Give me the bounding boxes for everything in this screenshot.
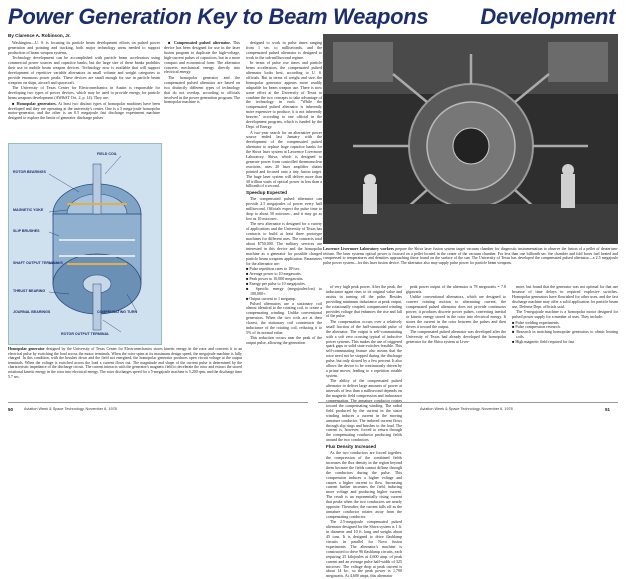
paragraph: The compensated pulsed alternator was developed after the University of Texas had already developed the homopolar generator for the Shiva system at Liver- — [406, 329, 506, 345]
laser-chamber-image — [323, 34, 618, 244]
paragraph: Unlike conventional alternators, which are designed to convert rotating motion to alternating current, the compensated pulsed alternator does not provide continuous power; it produces discrete power pulses, converting inertial or kinetic energy stored in the rotor into electrical energy. It stores the current in the rotor between the pulses and then drives it toward the output. — [406, 294, 506, 329]
paragraph: more, but found that the generator was not optimal for that use because of time delays in required explosive switches. Homopolar generators have flourished for other uses, and the fast discharge machine may offer a solid application for particle beam use, Defense Dept. officials said. — [512, 284, 618, 309]
bullet-title: Compensated pulsed alternator. — [173, 40, 231, 45]
footer-left: Aviation Week & Space Technology, November 6, 1978 — [24, 407, 117, 411]
paragraph: The compensation occurs over a relatively small fraction of the half-sinusoidal pulse of the alternator. The output is self-commutating with a soft zero crossing typical of inductive power systems. This makes the use of triggered spark gaps or solid state switches feasible. This self-commutating feature also means that the rotor need not be stopped during the discharge pulse, but only slowed by a few percent. It also allows the device to be continuously driven by a prime mover, leading to a repetition rotable system. — [326, 318, 402, 378]
page-number-left: 50 — [8, 407, 14, 412]
paragraph: This reduction occurs near the peak of the output pulse, allowing the generation — [246, 335, 322, 346]
paragraph: The homopolar generator and the compensated pulsed alternator are based on two distinctly different types of technology that do not overlap, according to officials involved in the power generation program. The homopolar machine is — [164, 74, 240, 105]
paragraph: The University of Texas Center for Electromechanics in Austin is responsible for developing two types of power devices, which may be used to provide energy for particle beam weapons development (AW&ST Oct. 2, p. 14). They are: — [8, 85, 160, 101]
paragraph: Washington—U. S. is focusing its particle beam development efforts on pulsed power generation and pointing and tracking, both major technology areas needed to support production of beam weapon systems. — [8, 40, 160, 55]
column-1 — [8, 41, 160, 143]
label-shaft-output-terminals: SHAFT OUTPUT TERMINALS — [13, 261, 63, 265]
list-item: ■ Pulse welding experiments. — [512, 319, 560, 325]
generator-illustration — [9, 144, 161, 344]
paragraph: of very high peak power. After the peak, the inductance again rises to its original value and assists in turning off the pulse. Besides providing minimum inductance at peak output, the rotationally coupled, compensated winding provides voltage that enhances the rise and fall of the pulse. — [326, 284, 402, 319]
label-rotor-bearings: ROTOR BEARINGS — [13, 170, 46, 174]
paragraph: As the two conductors are forced together, the compression of the combined fields increases the flux density in the region beyond them because the fields cannot diffuse through the conductors during the pulse. This compression induces a higher voltage and causes a higher current to flow. Increasing current further increases the field, inducing more voltage and producing higher current. The result is an exponentially rising current that peaks when the two conductors are nearly opposite. Thereafter, the current falls off as the armature conductor rotates away from the compensating conductor. — [326, 450, 402, 519]
list-item: ■ Research in matching homopolar generators to ohmic heating coils. — [512, 329, 619, 340]
bullet-title: Homopolar generators. — [16, 100, 57, 106]
paragraph: Pulsed alternators are a stationary coil almost identical to the rotating coil, to create a compensating winding. Unlike conventional generators. When the two coils are at their closest, the stationary coil counteracts the inductance of the rotating coil, reducing it to 5% of its normal value. — [246, 300, 322, 335]
list-item: ■ Average power to 10 megawatts. — [246, 271, 302, 277]
label-thrust-bearing: THRUST BEARING — [13, 289, 46, 293]
list-item: ■ Specific energy (megajoules/ton) to 100,000+. — [246, 285, 322, 296]
paragraph: The compensated pulsed alternator can provide 2.5 megajoules of power every half millisecond. Officials expect the pulse time to drop to about 50 microsec., and it may go as low as 10 microsec. — [246, 196, 322, 221]
column-6 — [512, 285, 618, 399]
column-4-main — [326, 284, 402, 579]
paragraph: ■ Homopolar generators. At least two distinct types of homopolar machines have been developed and they are operating at the university's center. One is a 5 mega-joule homopolar motor-generator, and the other is an 0.5 megajoule fast discharge experiment machine designed to explore the limits of generator discharge pulses — [8, 100, 161, 121]
label-compensating-turn: COMPENSATING TURN — [97, 310, 138, 314]
label-magnetic-yoke: MAGNETIC YOKE — [13, 208, 44, 212]
section-heading: Flux Density Increased — [326, 444, 377, 450]
homopolar-generator-diagram — [8, 143, 162, 345]
list-item: ■ High magnetic field required for fast — [512, 339, 575, 345]
list-item: ■ Output current to 1 megamp. — [246, 295, 296, 301]
list-item: ■ Pulse repetition rates to 10³/sec. — [246, 266, 301, 272]
paragraph: In terms of pulse rise times and particle beam accelerators, the compensated pulsed alternator looks best, according to U. S. officials. But in terms of weight and size, the homopolar generator appears more readily adaptable for beam weapon use. There is now some effort at the University of Texas to combine the two concepts to take advantage of the technology in each. "While the compensated pulsed alternator is inherently more expensive to produce, it is not inherently heavier," according to one official in the development program, which is funded by the Dept. of Energy. — [246, 60, 322, 129]
label-rotor-output-terminal: ROTOR OUTPUT TERMINAL — [61, 332, 110, 336]
caption-text: designed by the University of Texas Center for Electromechanics stores kinetic energy in the rotor and converts it to an electrical pulse by switching the load across the motor terminals. When the rotor spins at its maximum design speed, the megajoule machine is fully charged. In this condition, with the brushes down and the field not energized, the homopolar generator produces open circuit voltage at the output terminals. When the voltage is switched across the load a current flows out. The magnitude and shape of the current pulse is determined by the characteristic impedance of the discharge circuit. The current interacts with the generator's magnetic field to decelerate the rotor and extract the stored rotational kinetic energy in the rotor into electrical energy. The rotor discharges speed for a 5-megajoule machine is 5,200 rpm, and the discharge time 5.7 sec. — [8, 347, 242, 379]
column-5 — [406, 285, 506, 399]
paragraph: The ability of the compensated pulsed alternator to deliver large amounts of power at intervals of less than a millisecond depends on the magnetic field compression and inductance compensation. The armature conductor rotates toward the compensating winding. The radial field produced by the current in the stator winding induces a current in the moving armature conductor. The induced current flows through slip rings and brushes to the load. The current is, however, forced to return through the compensating conductor producing fields around the two conductors. — [326, 378, 402, 443]
photo-caption — [323, 247, 618, 283]
caption-lead: Homopolar generator — [8, 347, 45, 351]
bullet-text: This device has been designed for use in the laser fusion program to duplicate the high-voltage, high-current pulses of capacitors, but in a more compact and economical form. The alternator converts mechanical energy directly into electrical energy. — [164, 40, 240, 75]
paragraph: ■ Compensated pulsed alternator. This device has been designed for use in the laser fusion program to duplicate the high-voltage, high-current pulses of capacitors, but in a more compact and economical form. The alternator converts mechanical energy directly into electrical energy. — [164, 40, 240, 75]
label-journal-bearings: JOURNAL BEARINGS — [13, 310, 51, 314]
list-item: ■ Pulse compression research. — [512, 324, 561, 330]
label-slip-brushes: SLIP BRUSHES — [13, 229, 40, 233]
paragraph: Technology development can be accomplished with particle beam accelerators using commercial power sources and capacitor banks, but the large size of these banks prohibits their use in mobile beam weapon devices. Technology now is available that will support development of repetitive variable alternators in small volume and weight categories to provide enormous power peaks. These devices are small enough for use in particle beam weapons on ships, aircraft and spacecraft. — [8, 55, 160, 85]
paragraph: The 2.5-megajoule compensated pulsed alternator designed for the Shiva system is 1 ft. in diameter and 10 ft. long and weighs about 45 tons. It is designed to drive flashlamp circuits in parallel for Nova fusion experiments. The alternator's machine is constructed to drive 96 flashlamp circuits, each requiring 25 kilojoules at 4,600 amp. of peak current and an average pulse half-width of 325 microsec. The voltage drop at peak current is about 14 kv., so the peak power is 1,700 megawatts. At 4,600 amps, this alternator — [326, 519, 402, 579]
page-number-right: 51 — [605, 407, 611, 412]
footer-rule-left — [8, 402, 308, 403]
label-field-coil: FIELD COIL — [97, 152, 117, 156]
column-2 — [164, 41, 240, 143]
column-2-continued — [164, 143, 240, 343]
parameter-list — [246, 267, 322, 301]
list-item: ■ Energy per pulse to 10 megajoules. — [246, 280, 306, 286]
title-right: Development — [480, 4, 616, 29]
list-item: ■ Peak power to 10,000 megawatts. — [246, 275, 304, 281]
column-3 — [246, 40, 322, 346]
footer-rule-right — [318, 402, 618, 403]
paragraph: The new alternator is designed for a variety of applications and the University of Texas has contracts to build at least three prototype machines for different uses. The contracts total about $750,000. The military services are interested in this device and the homopolar machine as a generator for possible charged particle beam weapons application. Parameters for the alternator are: — [246, 221, 322, 266]
shiva-laser-chamber-photo — [323, 34, 618, 244]
bullet-text: At least two distinct types of homopolar machines have been developed and they are operating at the university's center. One is a 5 mega-joule homopolar motor-generator, and the other is an 0.5 megajoule fast discharge experiment machine designed to explore the limits of generator discharge pulses — [8, 100, 161, 121]
title-left: Power Generation Key to Beam Weapons — [8, 4, 429, 29]
paragraph: designed to work in pulse times ranging from 1 sec. to milliseconds, and the compensated pulsed alternator is designed to work in the sub-millisecond regime. — [246, 40, 322, 60]
paragraph: The 5-megajoule machine is a homopolar motor designed for pulsed power supply for a number of uses. They include: — [512, 309, 618, 320]
diagram-caption — [8, 347, 242, 401]
article-title — [8, 4, 620, 30]
byline: By Clarence A. Robinson, Jr. — [8, 33, 71, 38]
uses-list — [512, 321, 618, 346]
paragraph: A two-year search for an alternative power source ended last January with the development of the compensated pulsed alternator to replace large capacitor banks for the Shiva laser system at Lawrence Livermore Laboratory. Shiva, which is designed to generate power from controlled thermonuclear reactions, uses 20 laser amplifier chains pointed and focused onto a tiny fusion target. The huge laser system will deliver more than 30 trillion watts of optical power in less than a billionth of a second. — [246, 129, 322, 189]
caption-lead: Lawrence Livermore Laboratory workers — [323, 247, 394, 251]
paragraph: peak power output of the alternator is 78 megawatts = 7.8 gigawatts. — [406, 284, 506, 294]
caption-text: prepare the Shiva laser fusion system target vacuum chamber for diagnostic instrumentation to observe the fusion of a pellet of deuterium-tritium. The laser systems optical power is focused on a pellet located in the center of the vacuum chamber. For less than one billionth sec. the chamber and fold bores fuel heated and compressed to temperatures and densities approaching those found on the surface of the sun. The University of Texas has developed the compensated pulsed alternator—a 2.5 megajoule pulse power system—for this laser fusion device. The alternator also may supply pulse power for particle beam weapons. — [323, 247, 618, 265]
footer-right: Aviation Week & Space Technology, November 6, 1978 — [420, 407, 513, 411]
section-heading: Speedup Expected — [246, 190, 288, 196]
